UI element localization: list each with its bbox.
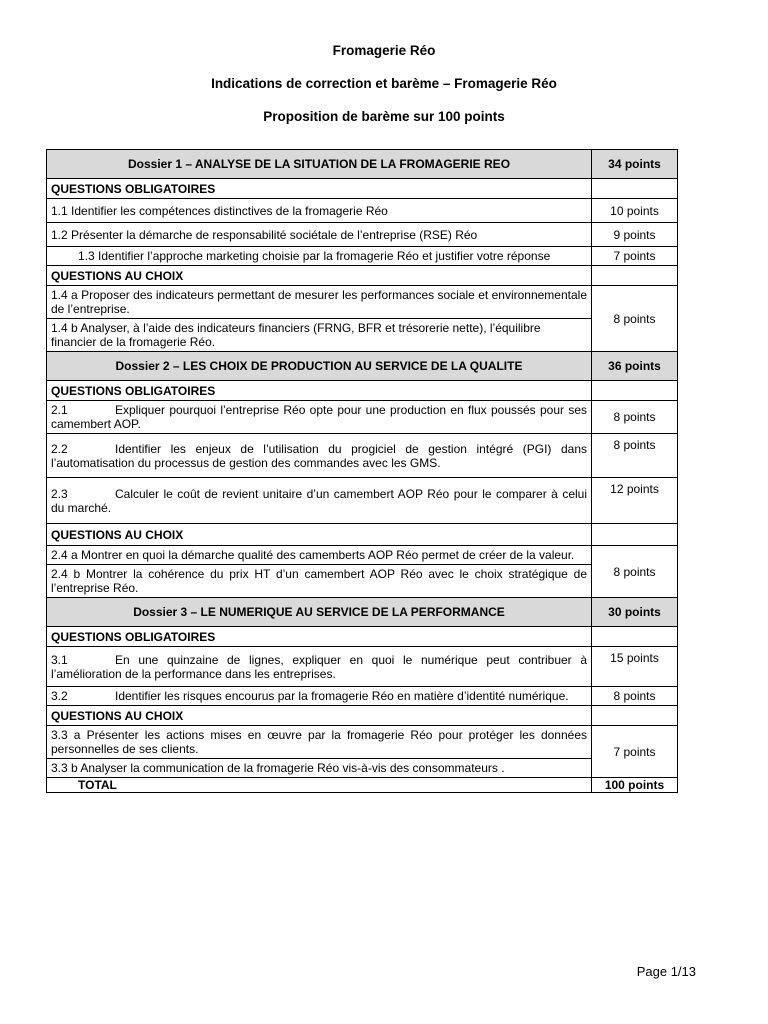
question-text: 3.3 b Analyser la communication de la fromagerie Réo vis-à-vis des consommateurs . [47,759,592,778]
question-row [47,286,678,319]
section-row [47,524,678,546]
question-text: 2.4 b Montrer la cohérence du prix HT d’un camembert AOP Réo avec le choix stratégique de l’entreprise Réo. [47,565,592,598]
question-row [47,319,678,352]
section-row [47,381,678,401]
question-points: 10 points [592,199,678,223]
question-row [47,759,678,778]
total-points: 100 points [592,778,678,793]
document-subtitle: Indications de correction et barème – Fromagerie Réo [211,76,557,91]
section-label: QUESTIONS AU CHOIX [47,524,592,546]
question-row [47,478,678,524]
document-subtitle-scale: Proposition de barème sur 100 points [263,109,505,124]
section-row [47,706,678,726]
question-row [47,565,678,598]
question-points: 8 points [592,401,678,434]
question-text: 3.3 a Présenter les actions mises en œuvre par la fromagerie Réo pour protéger les données personnelles de ses clients. [47,726,592,759]
question-points: 8 points [592,687,678,706]
dossier-points: 34 points [592,150,678,179]
document-title: Fromagerie Réo [332,43,436,58]
question-text: 1.4 a Proposer des indicateurs permettant de mesurer les performances sociale et environnementale de l’entreprise. [47,286,592,319]
question-row [47,726,678,759]
question-points: 7 points [592,247,678,266]
question-text: 2.3 Calculer le coût de revient unitaire d’un camembert AOP Réo pour le comparer à celui du marché. [47,478,592,524]
question-row [47,223,678,247]
question-row [47,687,678,706]
dossier-row [47,150,678,179]
total-row [47,778,678,793]
question-text: 1.4 b Analyser, à l’aide des indicateurs financiers (FRNG, BFR et trésorerie nette), l’équilibre financier de la fromagerie Réo. [47,319,592,352]
section-row [47,266,678,286]
question-row [47,199,678,223]
question-text: 3.2 Identifier les risques encourus par la fromagerie Réo en matière d’identité numérique. [47,687,592,706]
dossier-title: Dossier 1 – ANALYSE DE LA SITUATION DE LA FROMAGERIE REO [47,150,592,179]
question-points: 8 points [592,434,678,478]
section-row [47,179,678,199]
total-label: TOTAL [47,778,592,793]
question-points: 12 points [592,478,678,524]
question-points: 8 points [592,286,678,352]
question-number: 3.1 [51,652,68,667]
section-row [47,627,678,647]
question-row [47,401,678,434]
question-number: 2.2 [51,441,68,456]
section-label: QUESTIONS OBLIGATOIRES [47,381,592,401]
question-points: 9 points [592,223,678,247]
question-text: 1.3 Identifier l’approche marketing choisie par la fromagerie Réo et justifier votre réponse [47,247,592,266]
question-number: 2.1 [51,403,68,417]
question-points: 7 points [592,726,678,778]
question-points: 15 points [592,647,678,687]
section-label: QUESTIONS OBLIGATOIRES [47,179,592,199]
question-number: 3.2 [51,689,68,703]
dossier-row [47,352,678,381]
question-row [47,546,678,565]
question-points: 8 points [592,546,678,598]
question-text: 2.4 a Montrer en quoi la démarche qualité des camemberts AOP Réo permet de créer de la valeur. [47,546,592,565]
document-header [0,42,768,126]
question-text: 3.1 En une quinzaine de lignes, expliquer en quoi le numérique peut contribuer à l’amélioration de la performance dans les entreprises. [47,647,592,687]
question-number: 2.3 [51,486,68,501]
dossier-title: Dossier 2 – LES CHOIX DE PRODUCTION AU SERVICE DE LA QUALITE [47,352,592,381]
question-text: 1.2 Présenter la démarche de responsabilité sociétale de l’entreprise (RSE) Réo [47,223,592,247]
dossier-row [47,598,678,627]
dossier-points: 30 points [592,598,678,627]
section-label: QUESTIONS AU CHOIX [47,266,592,286]
dossier-title: Dossier 3 – LE NUMERIQUE AU SERVICE DE LA PERFORMANCE [47,598,592,627]
question-text: 2.2 Identifier les enjeux de l’utilisation du progiciel de gestion intégré (PGI) dans l’automatisation du processus de gestion des commandes avec les GMS. [47,434,592,478]
grading-table [46,149,678,793]
question-row [47,647,678,687]
dossier-points: 36 points [592,352,678,381]
section-label: QUESTIONS AU CHOIX [47,706,592,726]
section-label: QUESTIONS OBLIGATOIRES [47,627,592,647]
question-row [47,434,678,478]
question-row [47,247,678,266]
question-text: 1.1 Identifier les compétences distinctives de la fromagerie Réo [47,199,592,223]
question-text: 2.1 Expliquer pourquoi l’entreprise Réo opte pour une production en flux poussés pour ses camembert AOP. [47,401,592,434]
page-number: Page 1/13 [636,964,696,979]
